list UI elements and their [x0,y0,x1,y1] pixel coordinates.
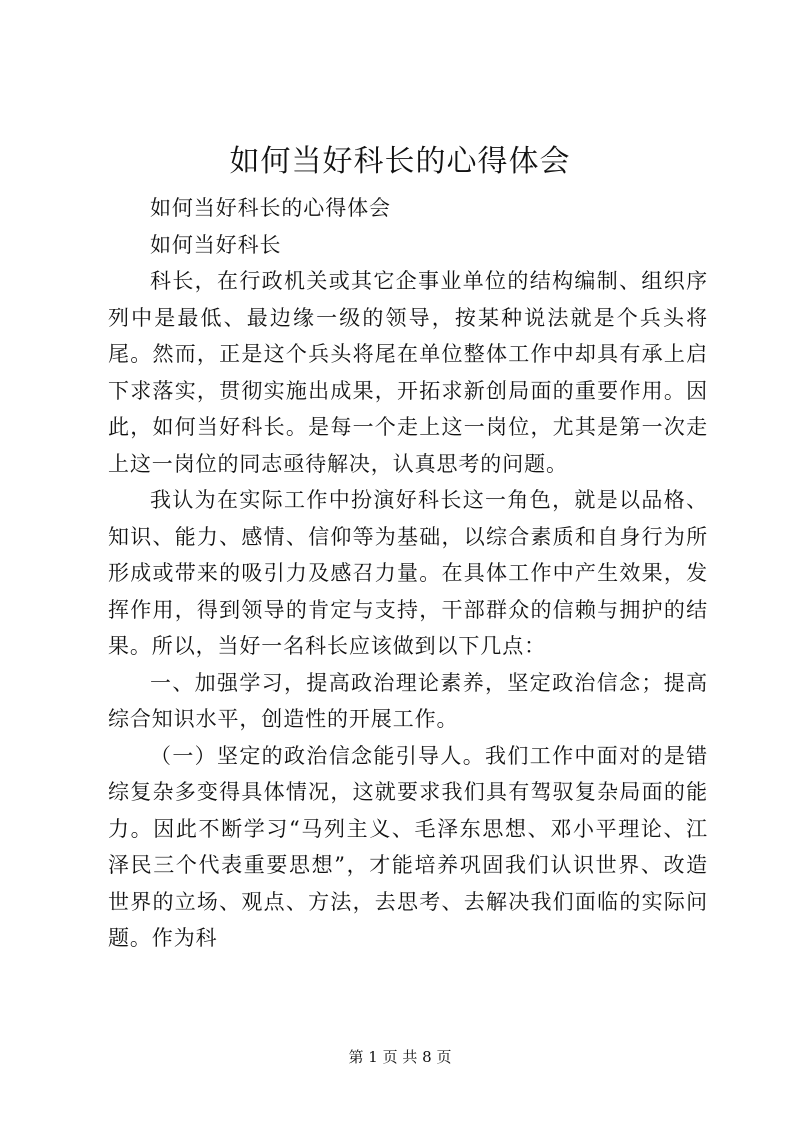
page-footer: 第 1 页 共 8 页 [348,1048,452,1066]
paragraph-subtitle: 如何当好科长的心得体会 [150,196,391,220]
paragraph-intro: 科长，在行政机关或其它企事业单位的结构编制、组织序列中是最低、最边缘一级的领导，按某种说法就是个兵头将尾。然而，正是这个兵头将尾在单位整体工作中却具有承上启下求落实，贯彻实施出成果，开拓求新创局面的重要作用。因此，如何当好科长。是每一个走上这一岗位，尤其是第一次走上这一岗位的同志亟待解决，认真思考的问题。 [108,269,708,476]
paragraph-subpoint-one: （一）坚定的政治信念能引导人。我们工作中面对的是错综复杂多变得具体情况，这就要求我们具有驾驭复杂局面的能力。因此不断学习“马列主义、毛泽东思想、邓小平理论、江泽民三个代表重要思想”，才能培养巩固我们认识世界、改造世界的立场、观点、方法，去思考、去解决我们面临的实际问题。作为科 [108,743,708,950]
document-title: 如何当好科长的心得体会 [229,144,571,179]
paragraph-role: 我认为在实际工作中扮演好科长这一角色，就是以品格、知识、能力、感情、信仰等为基础，以综合素质和自身行为所形成或带来的吸引力及感召力量。在具体工作中产生效果，发挥作用，得到领导的肯定与支持，干部群众的信赖与拥护的结果。所以，当好一名科长应该做到以下几点： [108,488,708,658]
document-body [108,190,708,957]
paragraph-heading: 如何当好科长 [150,232,282,257]
paragraph-point-one: 一、加强学习，提高政治理论素养，坚定政治信念；提高综合知识水平，创造性的开展工作。 [108,670,708,731]
